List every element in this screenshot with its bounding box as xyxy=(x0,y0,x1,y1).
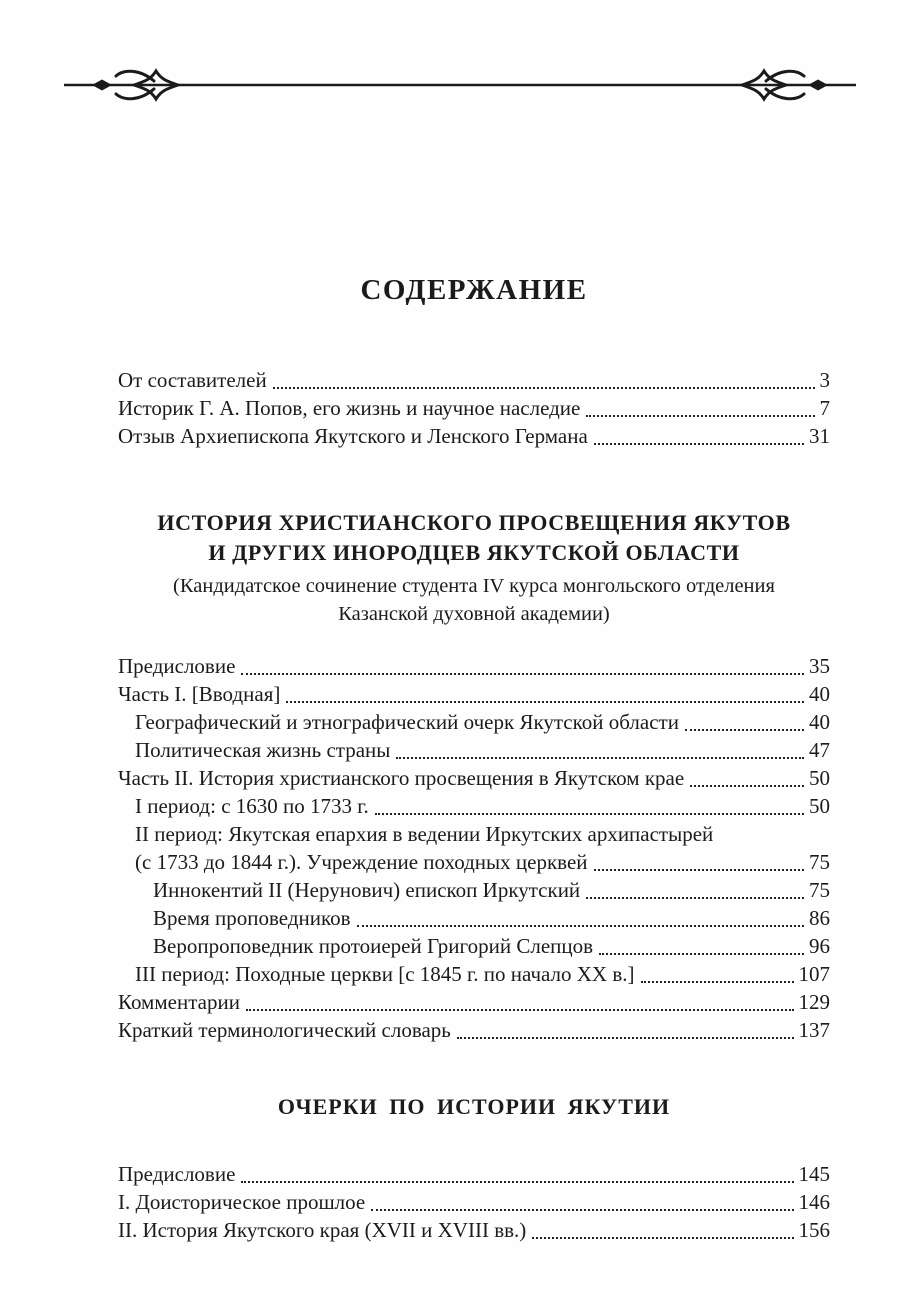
toc-section-2-list xyxy=(118,1160,830,1244)
toc-dot-leader xyxy=(241,673,804,675)
toc-entry-title: Часть II. История христианского просвещения в Якутском крае xyxy=(118,766,685,790)
toc-entry-page: 40 xyxy=(809,710,830,734)
toc-entry-title: Отзыв Архиепископа Якутского и Ленского Германа xyxy=(118,424,588,448)
toc-dot-leader xyxy=(599,953,804,955)
toc-entry-page: 129 xyxy=(798,990,830,1014)
toc-entry xyxy=(118,988,830,1016)
toc-entry-title: II. История Якутского края (XVII и XVIII вв.) xyxy=(118,1218,527,1242)
toc-entry xyxy=(118,394,830,422)
toc-entry-page: 156 xyxy=(798,1218,830,1242)
toc-entry-title: I. Доисторическое прошлое xyxy=(118,1190,366,1214)
section-1-heading-line-2: И ДРУГИХ ИНОРОДЦЕВ ЯКУТСКОЙ ОБЛАСТИ xyxy=(208,540,740,565)
toc-entry-title: От составителей xyxy=(118,368,267,392)
toc-dot-leader xyxy=(685,729,804,731)
toc-entry-title: II период: Якутская епархия в ведении Иркутских архипастырей xyxy=(135,822,714,846)
toc-entry-page: 75 xyxy=(809,878,830,902)
toc-entry xyxy=(118,876,830,904)
toc-entry-title: Время проповедников xyxy=(153,906,351,930)
toc-dot-leader xyxy=(457,1037,794,1039)
toc-entry-title: Предисловие xyxy=(118,1162,236,1186)
toc-entry-page: 7 xyxy=(819,396,830,420)
toc-entry-page: 31 xyxy=(809,424,830,448)
toc-entry-page: 75 xyxy=(809,850,830,874)
toc-entry-title: Историк Г. А. Попов, его жизнь и научное наследие xyxy=(118,396,581,420)
toc-entry xyxy=(118,932,830,960)
toc-entry-title: Политическая жизнь страны xyxy=(135,738,391,762)
section-1-subheading-line-1: (Кандидатское сочинение студента IV курса монгольского отделения xyxy=(173,575,775,597)
toc-entry-page: 107 xyxy=(798,962,830,986)
toc-entry-page: 50 xyxy=(809,794,830,818)
toc-dot-leader xyxy=(594,443,804,445)
toc-entry xyxy=(118,960,830,988)
toc-entry-title: Веропроповедник протоиерей Григорий Слепцов xyxy=(153,934,594,958)
toc-dot-leader xyxy=(286,701,804,703)
toc-entry-page: 40 xyxy=(809,682,830,706)
toc-intro-list xyxy=(118,366,830,450)
section-1-subheading-line-2: Казанской духовной академии) xyxy=(338,603,610,625)
toc-entry-title: Краткий терминологический словарь xyxy=(118,1018,451,1042)
toc-entry-title: Иннокентий II (Нерунович) епископ Иркутский xyxy=(153,878,581,902)
toc-section-1-list xyxy=(118,652,830,1044)
toc-dot-leader xyxy=(357,925,804,927)
toc-entry-page: 35 xyxy=(809,654,830,678)
section-1-heading-line-1: ИСТОРИЯ ХРИСТИАНСКОГО ПРОСВЕЩЕНИЯ ЯКУТОВ xyxy=(157,510,791,535)
toc-entry xyxy=(118,820,830,848)
toc-entry-page: 145 xyxy=(798,1162,830,1186)
toc-entry xyxy=(118,422,830,450)
toc-entry-page: 47 xyxy=(809,738,830,762)
toc-dot-leader xyxy=(586,897,804,899)
page-title: СОДЕРЖАНИЕ xyxy=(360,274,588,306)
toc-entry-page: 3 xyxy=(819,368,830,392)
toc-entry xyxy=(118,736,830,764)
toc-entry-page: 137 xyxy=(798,1018,830,1042)
toc-dot-leader xyxy=(371,1209,793,1211)
toc-dot-leader xyxy=(375,813,804,815)
toc-entry xyxy=(118,1216,830,1244)
toc-entry-page: 146 xyxy=(798,1190,830,1214)
toc-dot-leader xyxy=(586,415,814,417)
toc-entry xyxy=(118,1188,830,1216)
section-2-heading-line-1: ОЧЕРКИ ПО ИСТОРИИ ЯКУТИИ xyxy=(277,1094,671,1119)
toc-entry-title: Комментарии xyxy=(118,990,240,1014)
toc-entry xyxy=(118,708,830,736)
toc-entry-title: Предисловие xyxy=(118,654,236,678)
toc-entry-title: Часть I. [Вводная] xyxy=(118,682,281,706)
toc-entry xyxy=(118,366,830,394)
toc-entry xyxy=(118,792,830,820)
toc-entry xyxy=(118,848,830,876)
toc-entry-page: 96 xyxy=(809,934,830,958)
toc-entry-page: 86 xyxy=(809,906,830,930)
toc-entry-title: III период: Походные церкви [с 1845 г. по начало XX в.] xyxy=(135,962,635,986)
toc-entry-page: 50 xyxy=(809,766,830,790)
toc-dot-leader xyxy=(241,1181,793,1183)
toc-entry xyxy=(118,764,830,792)
toc-dot-leader xyxy=(246,1009,794,1011)
toc-dot-leader xyxy=(273,387,815,389)
toc-entry xyxy=(118,680,830,708)
toc-dot-leader xyxy=(690,785,804,787)
toc-entry xyxy=(118,904,830,932)
toc-entry xyxy=(118,652,830,680)
toc-dot-leader xyxy=(641,981,794,983)
toc-dot-leader xyxy=(594,869,804,871)
toc-section-1-heading xyxy=(118,508,830,628)
toc-entry-title: I период: с 1630 по 1733 г. xyxy=(135,794,369,818)
toc-dot-leader xyxy=(396,757,804,759)
toc-content-column xyxy=(118,0,830,1244)
toc-entry-title: Географический и этнографический очерк Якутской области xyxy=(135,710,679,734)
toc-entry xyxy=(118,1160,830,1188)
toc-section-2-heading xyxy=(118,1092,830,1122)
toc-dot-leader xyxy=(532,1237,793,1239)
toc-entry xyxy=(118,1016,830,1044)
toc-entry-title: (с 1733 до 1844 г.). Учреждение походных церквей xyxy=(135,850,588,874)
